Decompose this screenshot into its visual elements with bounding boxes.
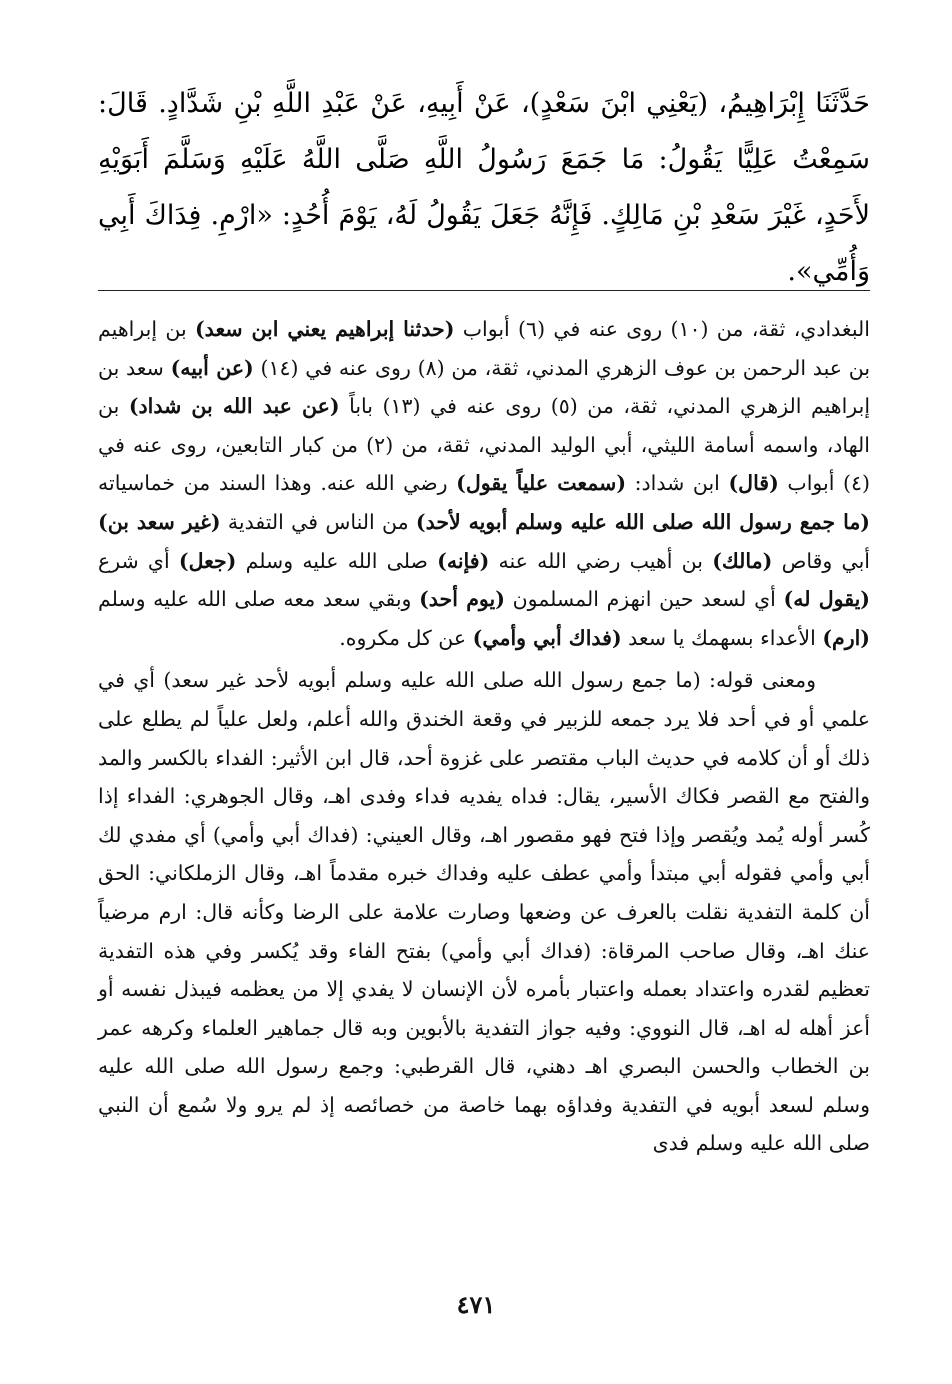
text-segment: بن أهيب رضي الله عنه [489, 548, 713, 573]
commentary-paragraph-1 [98, 310, 870, 657]
bold-quote-segment: (يقول له) [783, 587, 870, 612]
bold-quote-segment: (حدثنا إبراهيم يعني ابن سعد) [194, 317, 455, 341]
text-segment: عن كل مكروه. [339, 625, 473, 650]
bold-quote-segment: (يوم أحد) [419, 587, 505, 612]
text-segment: أبي وقاص [772, 548, 870, 573]
bold-quote-segment: (مالك) [712, 548, 773, 573]
text-segment: أي لسعد حين انهزم المسلمون [504, 587, 784, 612]
text-segment: بن الهاد، واسمه أسامة الليثي، أبي الوليد المدني، ثقة، من (٢) من كبار التابعين، روى عنه في (٤) أبواب [98, 394, 870, 496]
bold-quote-segment: (عن أبيه) [170, 355, 254, 380]
text-segment: سعد بن إبراهيم الزهري المدني، ثقة، من (٥) روى عنه في (١٣) باباً [98, 355, 871, 419]
bold-quote-segment: (ارم) [822, 625, 870, 650]
bold-quote-segment: (قال) [728, 471, 779, 496]
bold-quote-segment: (عن عبد الله بن شداد) [128, 394, 340, 419]
text-segment: وبقي سعد معه صلى الله عليه وسلم [98, 587, 420, 612]
footnote-divider [98, 290, 870, 291]
text-segment: صلى الله عليه وسلم [236, 548, 438, 573]
bold-quote-segment: (فداك أبي وأمي) [472, 625, 622, 650]
bold-quote-segment: (جعل) [178, 548, 237, 573]
text-segment: رضي الله عنه. وهذا السند من خماسياته [98, 471, 457, 496]
hadith-text: حَدَّثَنَا إِبْرَاهِيمُ، (يَعْنِي ابْنَ سَعْدٍ)، عَنْ أَبِيهِ، عَنْ عَبْدِ اللَّهِ بْنِ شَدَّادٍ. قَالَ: سَمِعْتُ عَلِيًّا يَقُولُ: مَا جَمَعَ رَسُولُ اللَّهِ صَلَّى اللَّهُ عَلَيْهِ وَسَلَّمَ أَبَوَيْهِ لأَحَدٍ، غَيْرَ سَعْدِ بْنِ مَالِكٍ. فَإِنَّهُ جَعَلَ يَقُولُ لَهُ، يَوْمَ أُحُدٍ: «ارْمِ. فِدَاكَ أَبِي وَأُمِّي». [98, 88, 870, 287]
bold-quote-segment: (غير سعد بن) [98, 509, 221, 534]
text-segment: البغدادي، ثقة، من (١٠) روى عنه في (٦) أبواب [454, 317, 870, 341]
text-segment: ابن شداد: [626, 471, 729, 496]
commentary-paragraph-2: ومعنى قوله: (ما جمع رسول الله صلى الله عليه وسلم أبويه لأحد غير سعد) أي في علمي أو في أحد فلا يرد جمعه للزبير في وقعة الخندق والله أعلم، ولعل علياً لم يطلع على ذلك أو أن كلامه في حديث الباب مقتصر على غزوة أحد، قال ابن الأثير: الفداء بالكسر والمد والفتح مع القصر فكاك الأسير، يقال: فداه يفديه فداء وفدى اهـ، وقال الجوهري: الفداء إذا كُسر أوله يُمد ويُقصر وإذا فتح فهو مقصور اهـ، وقال العيني: (فداك أبي وأمي) أي مفدي لك أبي وأمي فقوله أبي مبتدأ وأمي عطف عليه وفداك خبره مقدماً اهـ، وقال الزملكاني: الحق أن كلمة التفدية نقلت بالعرف عن وضعها وصارت علامة على الرضا وكأنه قال: ارم مرضياً عنك اهـ، وقال صاحب المرقاة: (فداك أبي وأمي) بفتح الفاء وقد يُكسر وفي هذه التفدية تعظيم لقدره واعتداد بعمله واعتبار بأمره لأن الإنسان لا يفدي إلا من يعظمه فيبذل نفسه أو أعز أهله له اهـ، قال النووي: وفيه جواز التفدية بالأبوين وبه قال جماهير العلماء وكرهه عمر بن الخطاب والحسن البصري اهـ دهني، قال القرطبي: وجمع رسول الله صلى الله عليه وسلم لسعد أبويه في التفدية وفداؤه بهما خاصة من خصائصه إذ لم يرو ولا سُمع أن النبي صلى الله عليه وسلم فدى [98, 668, 870, 1156]
text-segment: بن إبراهيم بن عبد الرحمن بن عوف الزهري المدني، ثقة، من (٨) روى عنه في (١٤) [98, 317, 871, 380]
text-segment: من الناس في التفدية [220, 509, 416, 534]
bold-quote-segment: (سمعت علياً يقول) [456, 471, 627, 496]
bold-quote-segment: (فإنه) [437, 548, 490, 573]
text-segment: أي شرع [98, 548, 179, 573]
bold-quote-segment: (ما جمع رسول الله صلى الله عليه وسلم أبويه لأحد) [415, 509, 870, 534]
page-number: ٤٧١ [456, 1290, 496, 1319]
commentary-block [98, 310, 870, 1163]
text-segment: الأعداء بسهمك يا سعد [621, 625, 823, 650]
